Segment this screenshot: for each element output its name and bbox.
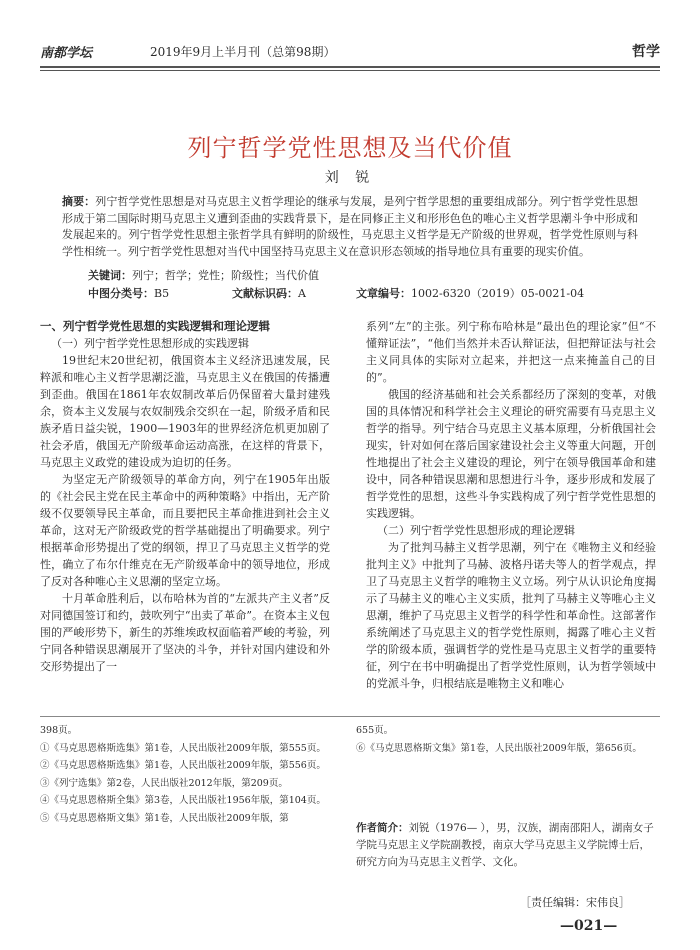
editor-credit: ［责任编辑：宋伟良］ <box>520 896 630 909</box>
author-bio-label: 作者简介： <box>356 822 409 834</box>
body-column-left <box>40 318 330 675</box>
body-paragraph: 系列“左”的主张。列宁称布哈林是“最出色的理论家”但“不懂辩证法”，“他们当然并未否认辩证法，但把辩证法与社会主义同具体的实际对立起来，并把这一点来掩盖自己的目的”。 <box>366 320 656 384</box>
section-heading: （二）列宁哲学党性思想形成的理论逻辑 <box>377 524 575 537</box>
clc-value: B5 <box>154 287 170 300</box>
doc-value: A <box>298 287 306 300</box>
keywords-label: 关键词： <box>88 269 132 282</box>
journal-name: 南都学坛 <box>40 46 93 61</box>
footnote: ①《马克思恩格斯选集》第1卷，人民出版社2009年版，第555页。 <box>40 742 326 754</box>
footnote-rule <box>40 716 660 717</box>
keywords-text: 列宁；哲学；党性；阶级性；当代价值 <box>132 269 319 282</box>
body-paragraph: 为坚定无产阶级领导的革命方向，列宁在1905年出版的《社会民主党在民主革命中的两种策略》中指出，无产阶级不仅要领导民主革命，而且要把民主革命推进到社会主义革命，这对无产阶级政党的哲学基础提出了明确要求。列宁根据革命形势提出了党的纲领，捍卫了马克思主义哲学的党性，确立了布尔什维克在无产阶级革命中的领导地位，形成了反对各种唯心主义思潮的坚定立场。 <box>40 473 330 588</box>
footnotes-right <box>356 722 646 757</box>
footnote: 655页。 <box>356 725 394 736</box>
keywords <box>88 267 319 283</box>
doc-label: 文献标识码： <box>232 287 298 300</box>
footnote: ④《马克思恩格斯全集》第3卷，人民出版社1956年版，第104页。 <box>40 795 326 806</box>
issue-info: 2019年9月上半月刊（总第98期） <box>150 45 336 59</box>
author-bio <box>356 820 656 871</box>
article-title: 列宁哲学党性思想及当代价值 <box>187 134 513 162</box>
running-header <box>40 36 660 64</box>
footnote: 398页。 <box>40 725 78 736</box>
clc-label: 中图分类号： <box>88 287 154 300</box>
body-paragraph: 为了批判马赫主义哲学思潮，列宁在《唯物主义和经验批判主义》中批判了马赫、波格丹诺夫等人的哲学观点，捍卫了马克思主义哲学的唯物主义立场。列宁从认识论角度揭示了马赫主义的唯心主义实质，批判了马赫主义等唯心主义思潮，维护了马克思主义哲学的科学性和革命性。这部著作系统阐述了马克思主义的哲学党性原则，揭露了唯心主义哲学的阶级本质，强调哲学的党性是马克思主义哲学的重要特征，列宁在书中明确提出了哲学党性原则，认为哲学领域中的党派斗争，归根结底是唯物主义和唯心 <box>366 541 656 690</box>
section-label: 哲学 <box>632 44 660 60</box>
page-number: —021— <box>560 918 618 934</box>
article-number-label: 文章编号： <box>356 287 411 300</box>
section-heading: （一）列宁哲学党性思想形成的实践逻辑 <box>51 337 249 350</box>
clc-code <box>88 285 169 301</box>
body-column-right <box>366 318 656 692</box>
body-paragraph: 十月革命胜利后，以布哈林为首的“左派共产主义者”反对同德国签订和约，鼓吹列宁“出卖了革命”。在资本主义包围的严峻形势下，新生的苏维埃政权面临着严峻的考验，列宁同各种错误思潮展开了坚决的斗争，并针对国内建设和外交形势提出了一 <box>40 592 330 673</box>
article-number-value: 1002-6320（2019）05-0021-04 <box>411 287 585 300</box>
article-author: 刘 锐 <box>324 170 376 186</box>
abstract-text: 列宁哲学党性思想是对马克思主义哲学理论的继承与发展，是列宁哲学思想的重要组成部分。列宁哲学党性思想形成于第二国际时期马克思主义遭到歪曲的实践背景下，是在同修正主义和形形色色的唯心主义哲学思潮斗争中形成和发展起来的。列宁哲学党性思想主张哲学具有鲜明的阶级性，马克思主义哲学是无产阶级的世界观，哲学党性原则与科学性相统一。列宁哲学党性思想对当代中国坚持马克思主义在意识形态领域的指导地位具有重要的现实价值。 <box>62 195 639 258</box>
body-paragraph: 俄国的经济基础和社会关系都经历了深刻的变革，对俄国的具体情况和科学社会主义理论的研究需要有马克思主义哲学的指导。列宁结合马克思主义基本原理，分析俄国社会现实，针对如何在落后国家建设社会主义等重大问题，开创性地提出了社会主义建设的理论，列宁在领导俄国革命和建设中，同各种错误思潮和思想进行斗争，逐步形成和发展了哲学党性的思想，这些斗争实践构成了列宁哲学党性思想的实践逻辑。 <box>366 388 656 520</box>
footnote: ②《马克思恩格斯选集》第1卷，人民出版社2009年版，第556页。 <box>40 760 326 771</box>
body-paragraph: 19世纪末20世纪初，俄国资本主义经济迅速发展，民粹派和唯心主义哲学思潮泛滥，马克思主义在俄国的传播遭到歪曲。俄国在1861年农奴制改革后仍保留着大量封建残余，资本主义发展与农奴制残余交织在一起，阶级矛盾和民族矛盾日益尖锐，1900—1903年的世界经济危机更加剧了社会矛盾，俄国无产阶级革命运动高涨，在这样的背景下，马克思主义政党的建设成为迫切的任务。 <box>40 354 330 469</box>
footnotes-left <box>40 722 330 827</box>
author-bio-text: 刘锐（1976— ），男，汉族，湖南邵阳人，湖南女子学院马克思主义学院副教授，南京大学马克思主义学院博士后，研究方向为马克思主义哲学、文化。 <box>356 822 654 868</box>
footnote: ⑤《马克思恩格斯文集》第1卷，人民出版社2009年版，第 <box>40 812 289 824</box>
header-rule-thin <box>40 70 660 71</box>
footnote: ⑥《马克思恩格斯文集》第1卷，人民出版社2009年版，第656页。 <box>356 742 642 754</box>
doc-code <box>232 285 306 301</box>
section-heading: 一、列宁哲学党性思想的实践逻辑和理论逻辑 <box>40 319 270 333</box>
header-rule <box>40 66 660 68</box>
abstract <box>62 194 638 260</box>
abstract-label: 摘要： <box>62 195 96 208</box>
article-number <box>356 285 584 301</box>
footnote: ③《列宁选集》第2卷，人民出版社2012年版，第209页。 <box>40 777 288 789</box>
